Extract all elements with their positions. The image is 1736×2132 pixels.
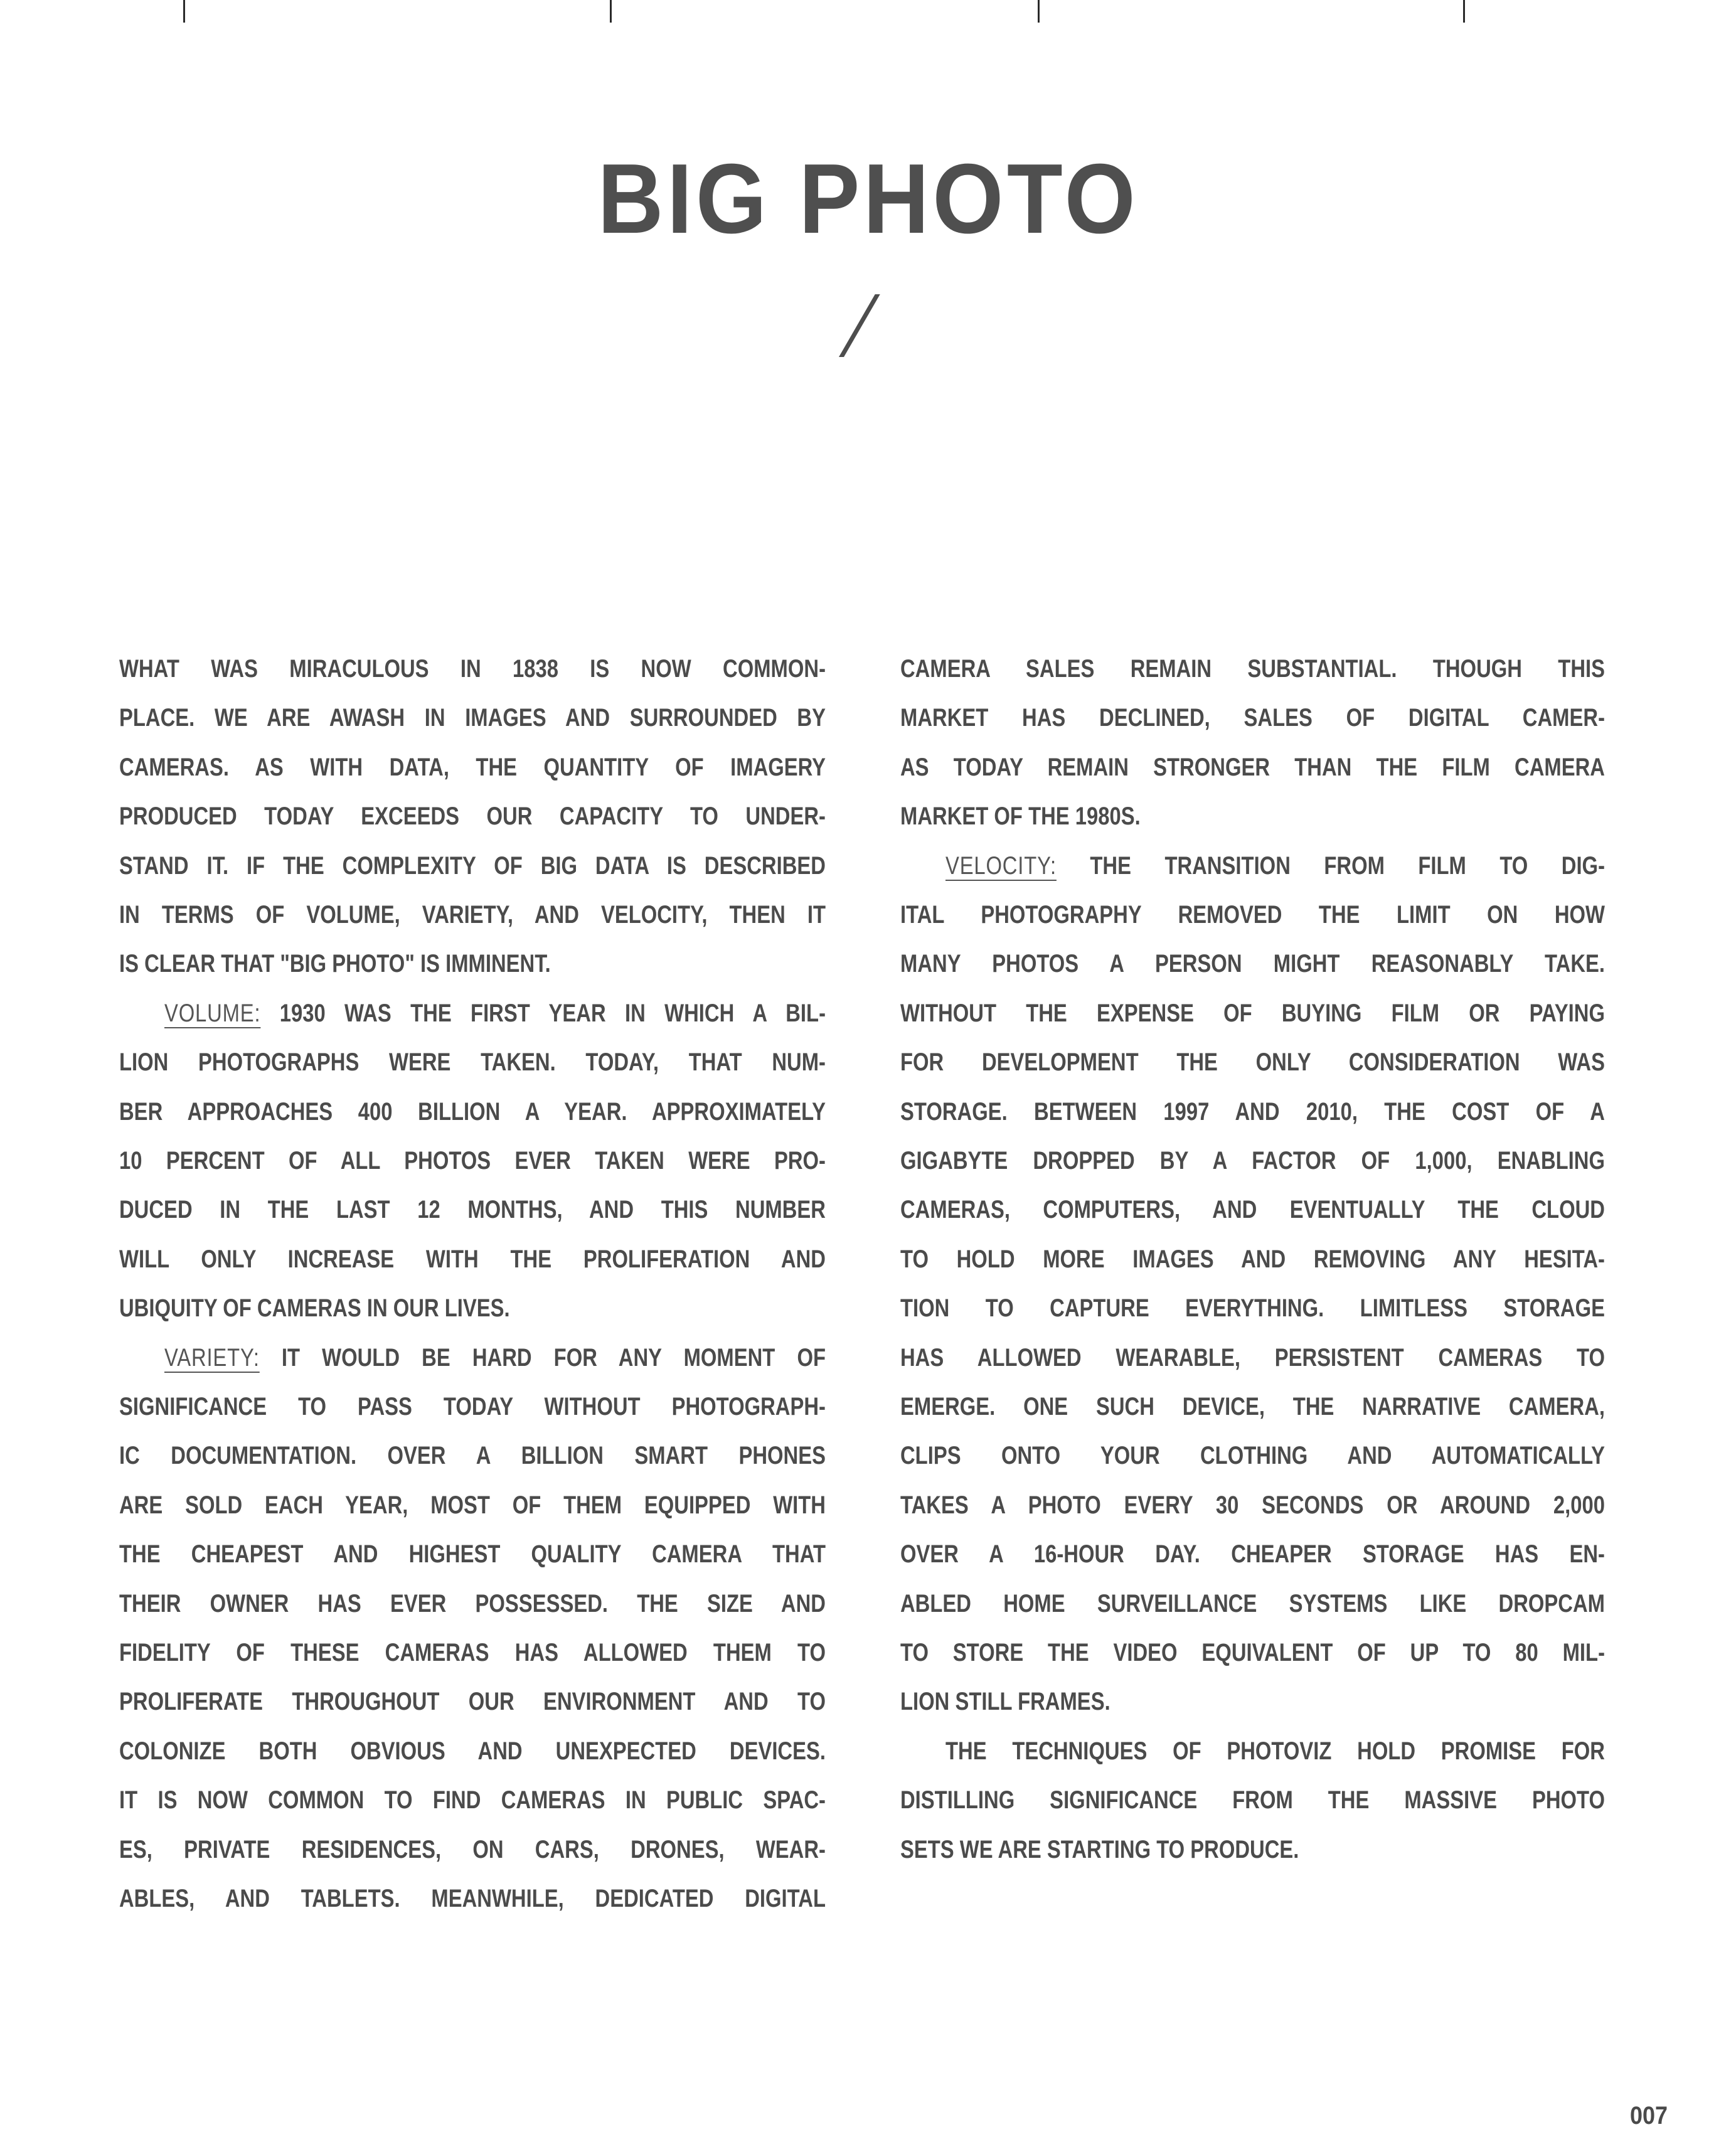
text-line: MARKET OF THE 1980S.: [900, 802, 1141, 831]
text-line: VELOCITY: THE TRANSITION FROM FILM TO DIG-: [945, 851, 1605, 880]
text-line: WILL ONLY INCREASE WITH THE PROLIFERATION AND: [119, 1245, 826, 1273]
section-label: VELOCITY:: [945, 851, 1057, 880]
text-line: MARKET HAS DECLINED, SALES OF DIGITAL CAMER-: [900, 704, 1605, 732]
text-line: ABLES, AND TABLETS. MEANWHILE, DEDICATED DIGITAL: [119, 1885, 826, 1912]
text-line: SIGNIFICANCE TO PASS TODAY WITHOUT PHOTOGRAPH-: [119, 1393, 826, 1420]
text-line: TO HOLD MORE IMAGES AND REMOVING ANY HESITA-: [900, 1245, 1605, 1273]
text-line: COLONIZE BOTH OBVIOUS AND UNEXPECTED DEVICES.: [119, 1737, 826, 1765]
text-line: TO STORE THE VIDEO EQUIVALENT OF UP TO 80 MIL-: [900, 1639, 1605, 1666]
crop-mark-4: [1463, 0, 1465, 23]
text-line: HAS ALLOWED WEARABLE, PERSISTENT CAMERAS TO: [900, 1343, 1605, 1372]
text-line: PROLIFERATE THROUGHOUT OUR ENVIRONMENT AND TO: [119, 1688, 826, 1716]
text-line: TAKES A PHOTO EVERY 30 SECONDS OR AROUND 2,000: [900, 1491, 1605, 1519]
text-line: CAMERAS, COMPUTERS, AND EVENTUALLY THE CLOUD: [900, 1196, 1605, 1224]
text-line: MANY PHOTOS A PERSON MIGHT REASONABLY TAKE.: [900, 950, 1605, 978]
text-line: THE CHEAPEST AND HIGHEST QUALITY CAMERA THAT: [119, 1540, 826, 1569]
text-line: IC DOCUMENTATION. OVER A BILLION SMART PHONES: [119, 1442, 826, 1470]
section-label: VARIETY:: [164, 1343, 260, 1372]
text-line: PLACE. WE ARE AWASH IN IMAGES AND SURROUNDED BY: [119, 704, 826, 732]
text-line: WHAT WAS MIRACULOUS IN 1838 IS NOW COMMON-: [119, 655, 826, 683]
text-line: ABLED HOME SURVEILLANCE SYSTEMS LIKE DROPCAM: [900, 1589, 1605, 1618]
text-line: DISTILLING SIGNIFICANCE FROM THE MASSIVE PHOTO: [900, 1786, 1605, 1815]
text-line: WITHOUT THE EXPENSE OF BUYING FILM OR PAYING: [900, 999, 1605, 1027]
slash-divider: [839, 294, 880, 357]
text-line: CAMERAS. AS WITH DATA, THE QUANTITY OF IMAGERY: [119, 753, 826, 781]
text-line: AS TODAY REMAIN STRONGER THAN THE FILM CAMERA: [900, 753, 1605, 781]
text-line: TION TO CAPTURE EVERYTHING. LIMITLESS STORAGE: [900, 1294, 1605, 1323]
text-line: FIDELITY OF THESE CAMERAS HAS ALLOWED THEM TO: [119, 1639, 826, 1666]
crop-mark-3: [1038, 0, 1040, 23]
text-line: EMERGE. ONE SUCH DEVICE, THE NARRATIVE CAMERA,: [900, 1393, 1605, 1420]
text-line: LION PHOTOGRAPHS WERE TAKEN. TODAY, THAT NUM-: [119, 1048, 826, 1077]
text-line: ITAL PHOTOGRAPHY REMOVED THE LIMIT ON HOW: [900, 901, 1605, 929]
text-line: VOLUME: 1930 WAS THE FIRST YEAR IN WHICH A BIL-: [164, 999, 826, 1027]
text-line: PRODUCED TODAY EXCEEDS OUR CAPACITY TO UNDER-: [119, 802, 826, 831]
crop-mark-1: [183, 0, 185, 23]
text-line: IS CLEAR THAT "BIG PHOTO" IS IMMINENT.: [119, 950, 551, 978]
text-line: STORAGE. BETWEEN 1997 AND 2010, THE COST OF A: [900, 1097, 1605, 1126]
text-line: DUCED IN THE LAST 12 MONTHS, AND THIS NUMBER: [119, 1196, 826, 1224]
section-label: VOLUME:: [164, 999, 261, 1027]
text-line: VARIETY: IT WOULD BE HARD FOR ANY MOMENT OF: [164, 1343, 826, 1372]
page-title: [0, 143, 1736, 254]
page-number: 007: [1630, 2102, 1668, 2129]
text-line: THE TECHNIQUES OF PHOTOVIZ HOLD PROMISE FOR: [945, 1737, 1605, 1765]
text-line: SETS WE ARE STARTING TO PRODUCE.: [900, 1835, 1299, 1863]
text-line: LION STILL FRAMES.: [900, 1688, 1110, 1716]
text-line: OVER A 16-HOUR DAY. CHEAPER STORAGE HAS EN-: [900, 1540, 1605, 1569]
text-line: STAND IT. IF THE COMPLEXITY OF BIG DATA IS DESCRIBED: [119, 851, 826, 880]
text-line: IN TERMS OF VOLUME, VARIETY, AND VELOCITY, THEN IT: [119, 901, 826, 929]
text-line: FOR DEVELOPMENT THE ONLY CONSIDERATION WAS: [900, 1048, 1605, 1077]
text-line: IT IS NOW COMMON TO FIND CAMERAS IN PUBLIC SPAC-: [119, 1786, 826, 1815]
text-line: BER APPROACHES 400 BILLION A YEAR. APPROXIMATELY: [119, 1097, 826, 1126]
text-line: GIGABYTE DROPPED BY A FACTOR OF 1,000, ENABLING: [900, 1147, 1605, 1175]
text-line: 10 PERCENT OF ALL PHOTOS EVER TAKEN WERE PRO-: [119, 1147, 826, 1175]
text-line: ES, PRIVATE RESIDENCES, ON CARS, DRONES, WEAR-: [119, 1835, 826, 1863]
text-line: ARE SOLD EACH YEAR, MOST OF THEM EQUIPPED WITH: [119, 1491, 826, 1519]
text-line: UBIQUITY OF CAMERAS IN OUR LIVES.: [119, 1294, 510, 1323]
page-title-text: BIG PHOTO: [597, 143, 1139, 254]
text-line: CAMERA SALES REMAIN SUBSTANTIAL. THOUGH THIS: [900, 655, 1605, 683]
text-line: CLIPS ONTO YOUR CLOTHING AND AUTOMATICALLY: [900, 1442, 1605, 1470]
text-line: THEIR OWNER HAS EVER POSSESSED. THE SIZE AND: [119, 1589, 826, 1618]
crop-mark-2: [610, 0, 612, 23]
